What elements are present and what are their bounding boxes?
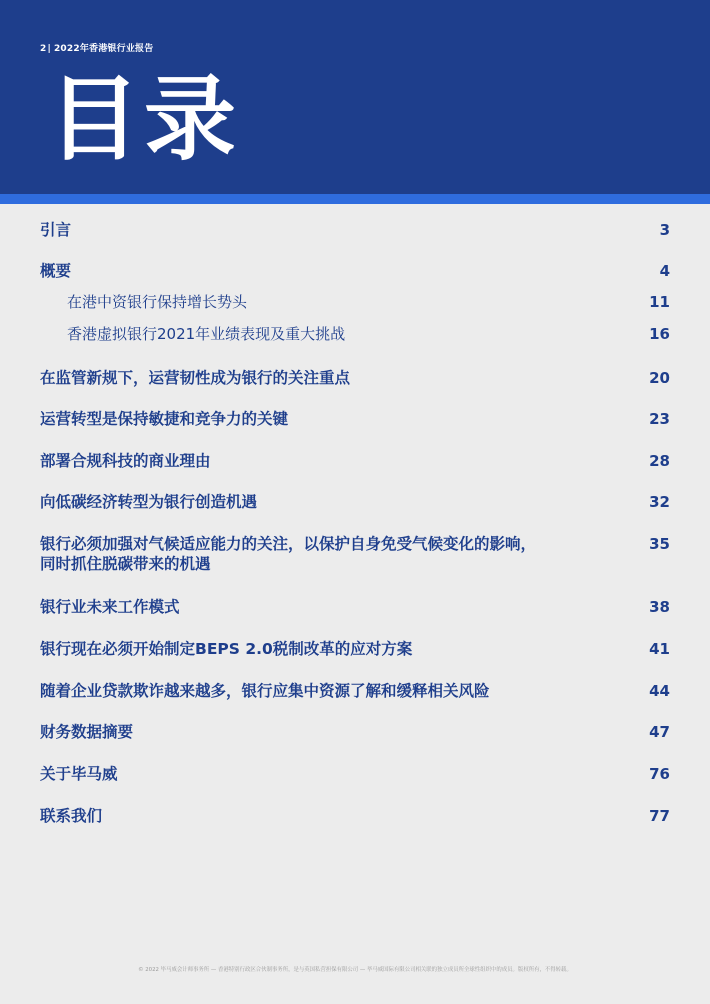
toc-entry-label: 财务数据摘要 — [40, 723, 134, 741]
toc-entry-label: 联系我们 — [40, 807, 103, 825]
toc-entry-financial-summary[interactable] — [40, 722, 670, 742]
toc-entry-label: 银行现在必须开始制定BEPS 2.0税制改革的应对方案 — [40, 640, 413, 658]
toc-entry-page: 47 — [649, 723, 670, 741]
toc-entry-label: 随着企业贷款欺诈越来越多，银行应集中资源了解和缓释相关风险 — [40, 682, 490, 700]
toc-entry-label-line2: 同时抓住脱碳带来的机遇 — [40, 555, 211, 573]
toc-entry-page: 77 — [649, 807, 670, 825]
toc-entry-operational-transformation[interactable] — [40, 409, 670, 429]
toc-entry-label: 银行必须加强对气候适应能力的关注，以保护自身免受气候变化的影响， — [40, 535, 537, 553]
toc-entry-page: 44 — [649, 682, 670, 700]
toc-entry-label: 香港虚拟银行2021年业绩表现及重大挑战 — [67, 325, 346, 343]
toc-entry-regtech[interactable] — [40, 451, 670, 471]
accent-stripe — [0, 194, 710, 204]
toc-entry-label: 在监管新规下，运营韧性成为银行的关注重点 — [40, 369, 351, 387]
toc-entry-label: 运营转型是保持敏捷和竞争力的关键 — [40, 410, 289, 428]
toc-entry-introduction[interactable] — [40, 220, 670, 240]
toc-entry-label: 在港中资银行保持增长势头 — [67, 293, 248, 311]
toc-entry-page: 28 — [649, 452, 670, 470]
page-reference — [40, 41, 153, 54]
toc-entry-page: 4 — [659, 262, 670, 280]
toc-entry-overview[interactable] — [40, 261, 670, 281]
toc-entry-climate-resilience[interactable] — [40, 534, 670, 574]
toc-entry-page: 23 — [649, 410, 670, 428]
toc-entry-low-carbon[interactable] — [40, 492, 670, 512]
report-title: 2022年香港银行业报告 — [53, 44, 154, 54]
toc-entry-page: 76 — [649, 765, 670, 783]
page-number: 2 — [40, 44, 47, 54]
toc-entry-future-of-work[interactable] — [40, 597, 670, 617]
toc-entry-page: 35 — [649, 535, 670, 553]
toc-entry-label: 银行业未来工作模式 — [40, 598, 180, 616]
toc-entry-page: 3 — [659, 221, 670, 239]
page-separator: | — [47, 44, 51, 54]
toc-entry-page: 11 — [649, 293, 670, 311]
toc-entry-page: 20 — [649, 369, 670, 387]
toc-entry-page: 32 — [649, 493, 670, 511]
toc-entry-about-kpmg[interactable] — [40, 764, 670, 784]
toc-entry-label: 关于毕马威 — [40, 765, 118, 783]
toc-entry-label: 部署合规科技的商业理由 — [40, 452, 211, 470]
copyright-footer: © 2022 毕马威会计师事务所 — 香港特别行政区合伙制事务所，是与英国私营担保有限公司 — 毕马威国际有限公司相关联的独立成员所全球性组织中的成员。版权所有，不得转载。 — [138, 967, 572, 973]
toc-entry-label: 概要 — [40, 262, 72, 280]
page-title: 目录 — [48, 66, 241, 173]
toc-entry-page: 41 — [649, 640, 670, 658]
toc-entry-loan-fraud[interactable] — [40, 681, 670, 701]
toc-entry-label: 向低碳经济转型为银行创造机遇 — [40, 493, 258, 511]
toc-entry-page: 16 — [649, 325, 670, 343]
toc-entry-beps[interactable] — [40, 639, 670, 659]
toc-entry-operational-resilience[interactable] — [40, 368, 670, 388]
toc-subentry-chinese-banks[interactable] — [67, 292, 670, 312]
toc-entry-label: 引言 — [40, 221, 72, 239]
toc-entry-contact-us[interactable] — [40, 806, 670, 826]
toc-entry-page: 38 — [649, 598, 670, 616]
toc-subentry-virtual-banks[interactable] — [67, 324, 670, 344]
